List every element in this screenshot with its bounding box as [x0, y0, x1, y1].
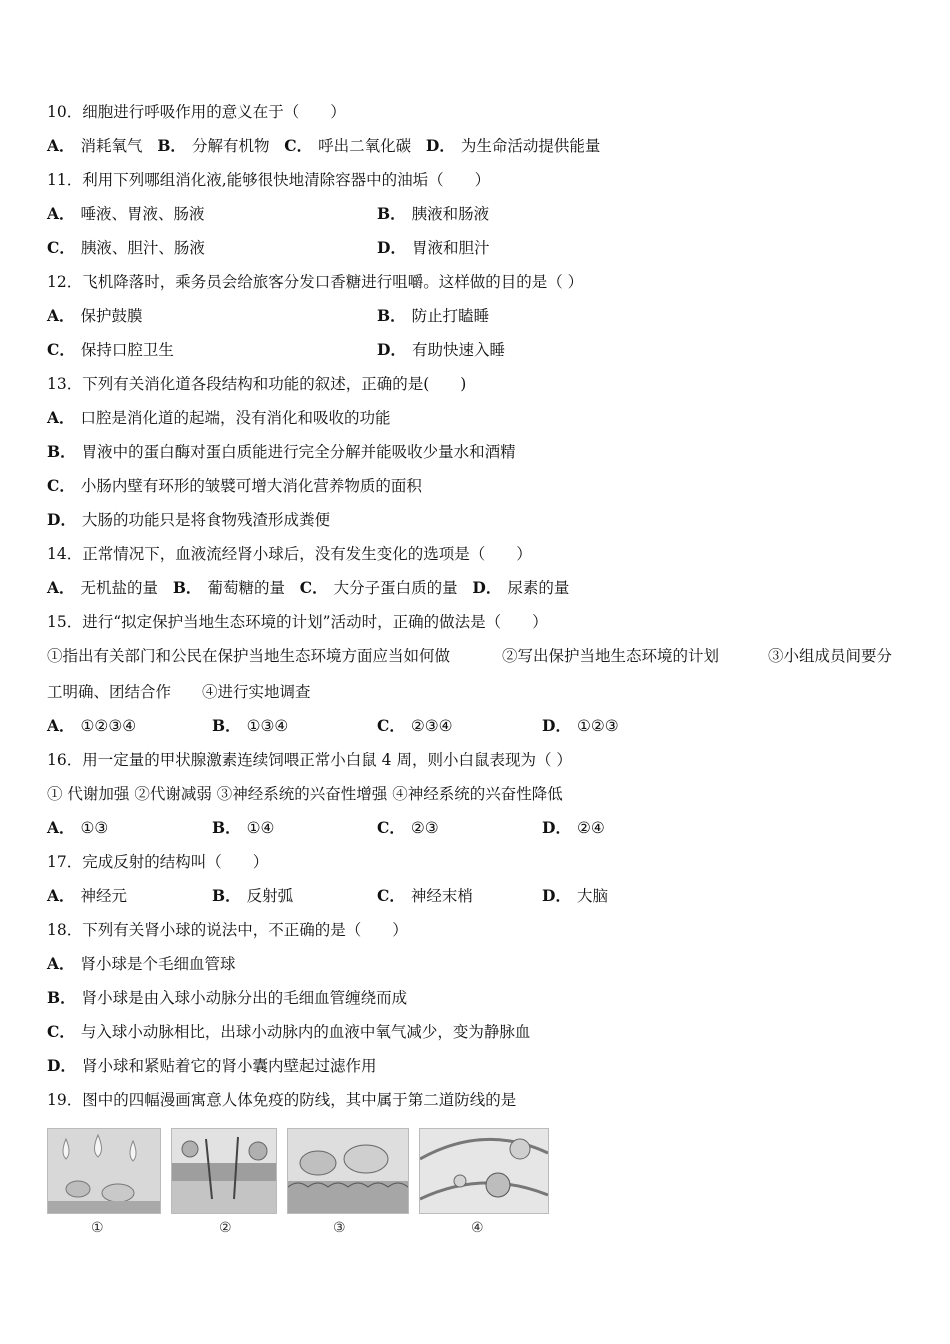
figure-label-2: ②	[219, 1220, 232, 1236]
figure-panel-1	[47, 1128, 161, 1214]
option-c: C． ②③	[377, 818, 439, 837]
option-a: A． 消耗氧气	[47, 136, 143, 155]
option-c: C． 大分子蛋白质的量	[299, 578, 458, 597]
option-a: A． ①②③④	[47, 716, 137, 735]
option-d: D． 为生命活动提供能量	[425, 136, 601, 155]
question-18-stem: 18．下列有关肾小球的说法中，不正确的是（ ）	[47, 921, 408, 939]
option-b: B． 胃液中的蛋白酶对蛋白质能进行完全分解并能吸收少量水和酒精	[47, 442, 516, 461]
figure-panel-4	[419, 1128, 549, 1214]
option-a: A． 肾小球是个毛细血管球	[47, 954, 236, 973]
option-d: D． 尿素的量	[472, 578, 570, 597]
figure-label-4: ④	[471, 1220, 484, 1236]
question-16-statements: ① 代谢加强 ②代谢减弱 ③神经系统的兴奋性增强 ④神经系统的兴奋性降低	[47, 785, 563, 803]
question-11-stem: 11．利用下列哪组消化液,能够很快地清除容器中的油垢（ ）	[47, 171, 491, 189]
question-17-stem: 17．完成反射的结构叫（ ）	[47, 853, 269, 871]
skin-layer-illustration	[172, 1129, 276, 1213]
option-d: D． 大脑	[542, 886, 608, 905]
question-10-stem: 10．细胞进行呼吸作用的意义在于（ ）	[47, 103, 346, 121]
option-d: D． ②④	[542, 818, 605, 837]
option-b: B． 分解有机物	[157, 136, 270, 155]
question-10-options	[47, 136, 600, 156]
figure-label-1: ①	[91, 1220, 104, 1236]
phagocyte-illustration	[288, 1129, 408, 1213]
option-d: D． 胃液和胆汁	[377, 238, 490, 257]
blood-vessel-illustration	[420, 1129, 548, 1213]
option-c: C． 小肠内壁有环形的皱襞可增大消化营养物质的面积	[47, 476, 422, 495]
option-a: A． 保护鼓膜	[47, 306, 143, 325]
statement-1: ①指出有关部门和公民在保护当地生态环境方面应当如何做	[47, 647, 451, 665]
question-16-stem: 16．用一定量的甲状腺激素连续饲喂正常小白鼠 4 周，则小白鼠表现为（ ）	[47, 751, 572, 769]
option-b: B． 肾小球是由入球小动脉分出的毛细血管缠绕而成	[47, 988, 408, 1007]
option-a: A． 口腔是消化道的起端，没有消化和吸收的功能	[47, 408, 391, 427]
tears-skin-illustration	[48, 1129, 160, 1213]
statement-continuation: 工明确、团结合作 ④进行实地调查	[47, 683, 311, 701]
option-c: C． 与入球小动脉相比，出球小动脉内的血液中氧气减少，变为静脉血	[47, 1022, 531, 1041]
statement-3: ③小组成员间要分	[768, 647, 893, 665]
option-c: C． 呼出二氧化碳	[284, 136, 412, 155]
option-d: D． 肾小球和紧贴着它的肾小囊内壁起过滤作用	[47, 1056, 377, 1075]
question-19-stem: 19．图中的四幅漫画寓意人体免疫的防线，其中属于第二道防线的是	[47, 1091, 517, 1109]
option-a: A． ①③	[47, 818, 109, 837]
question-12-stem: 12．飞机降落时，乘务员会给旅客分发口香糖进行咀嚼。这样做的目的是（ ）	[47, 273, 584, 291]
option-b: B． 反射弧	[212, 886, 294, 905]
option-d: D． 大肠的功能只是将食物残渣形成粪便	[47, 510, 330, 529]
question-14-stem: 14．正常情况下，血液流经肾小球后，没有发生变化的选项是（ ）	[47, 545, 532, 563]
option-a: A． 无机盐的量	[47, 578, 159, 597]
option-d: D． 有助快速入睡	[377, 340, 505, 359]
option-a: A． 神经元	[47, 886, 128, 905]
figure-panel-3	[287, 1128, 409, 1214]
option-c: C． 神经末梢	[377, 886, 473, 905]
question-15-stem: 15．进行“拟定保护当地生态环境的计划”活动时，正确的做法是（ ）	[47, 613, 548, 631]
option-c: C． ②③④	[377, 716, 453, 735]
option-b: B． ①③④	[212, 716, 289, 735]
question-14-options	[47, 578, 569, 598]
option-c: C． 胰液、胆汁、肠液	[47, 238, 205, 257]
statement-2: ②写出保护当地生态环境的计划	[502, 647, 720, 665]
option-b: B． 葡萄糖的量	[172, 578, 285, 597]
figure-panel-2	[171, 1128, 277, 1214]
option-a: A． 唾液、胃液、肠液	[47, 204, 205, 223]
option-b: B． 胰液和肠液	[377, 204, 490, 223]
option-c: C． 保持口腔卫生	[47, 340, 174, 359]
option-b: B． 防止打瞌睡	[377, 306, 490, 325]
option-b: B． ①④	[212, 818, 275, 837]
option-d: D． ①②③	[542, 716, 619, 735]
question-13-stem: 13．下列有关消化道各段结构和功能的叙述，正确的是( )	[47, 375, 467, 393]
figure-label-3: ③	[333, 1220, 346, 1236]
